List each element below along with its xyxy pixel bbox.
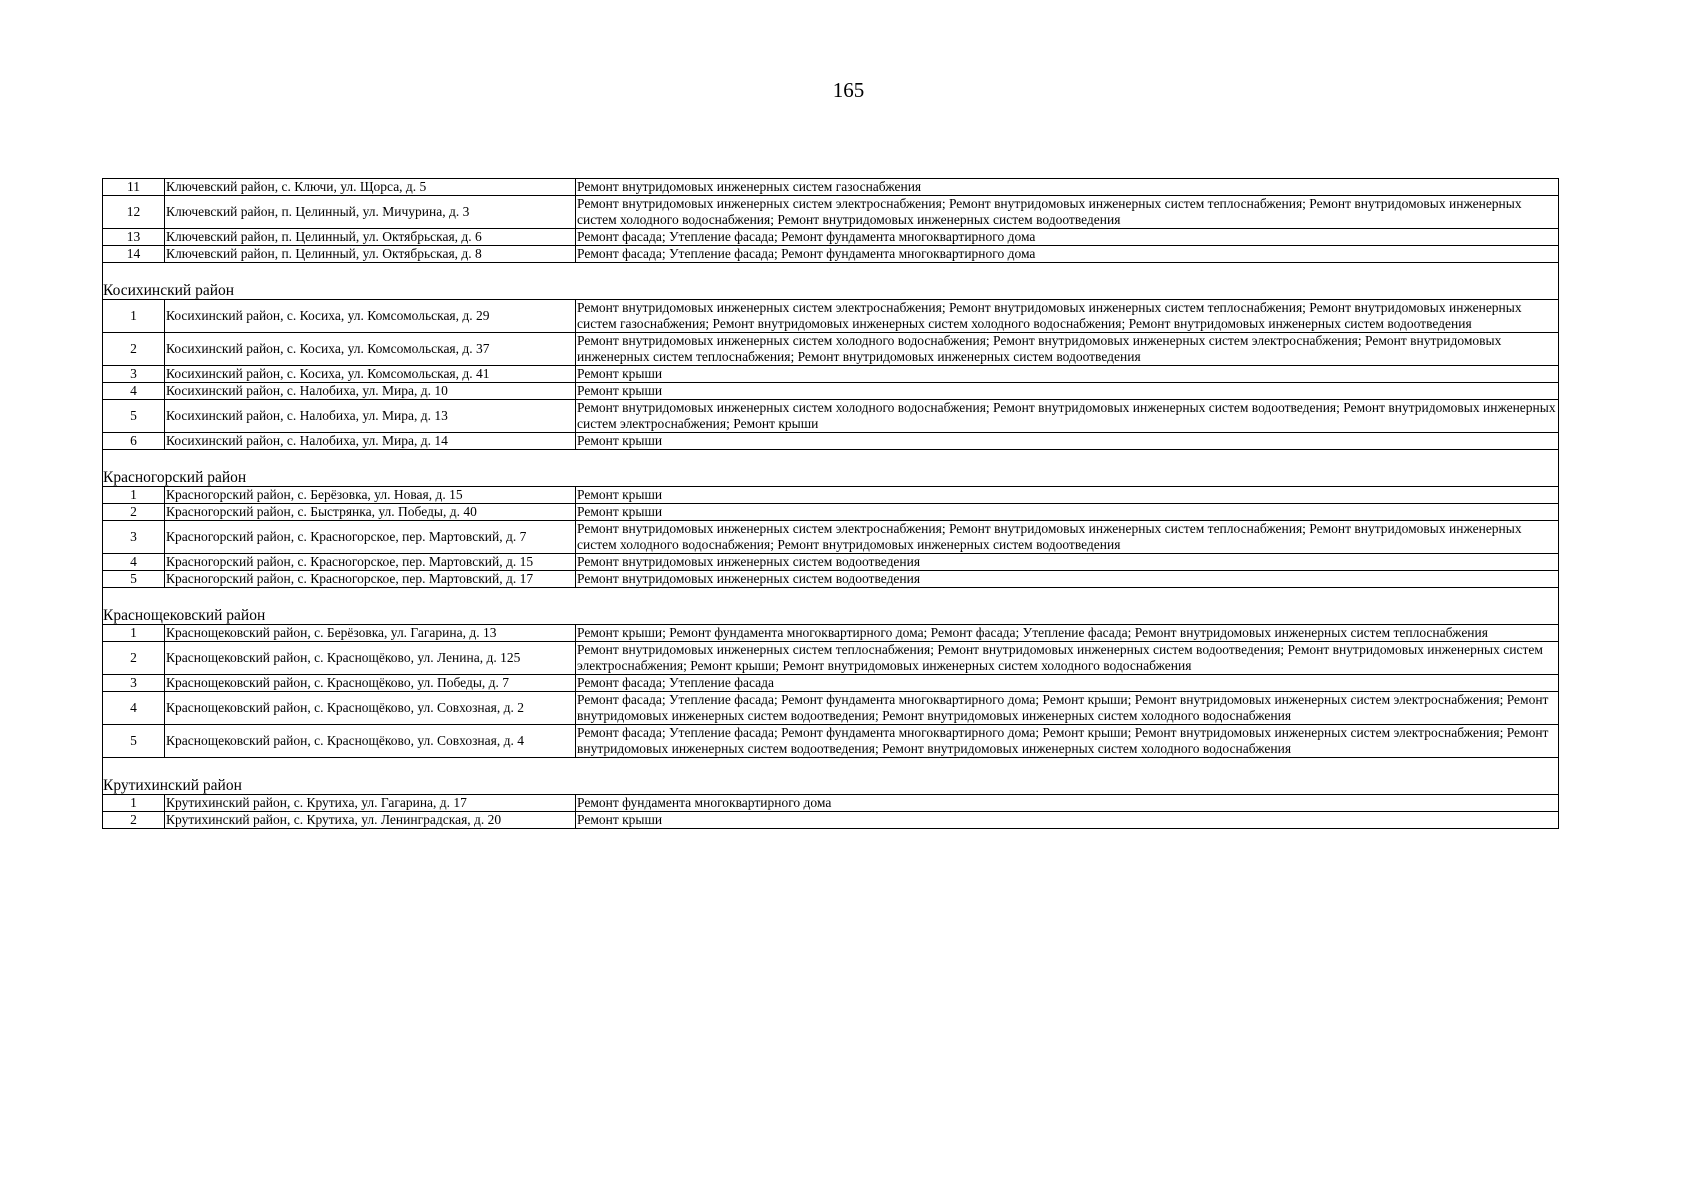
table-row: [103, 504, 1559, 521]
row-number: 14: [103, 246, 165, 263]
row-works: Ремонт крыши: [576, 366, 1559, 383]
district-heading: Косихинский район: [103, 281, 1559, 300]
table-row: [103, 246, 1559, 263]
table-row: [103, 571, 1559, 588]
row-number: 5: [103, 400, 165, 433]
repair-registry-table: [102, 178, 1559, 829]
row-number: 2: [103, 642, 165, 675]
row-address: Косихинский район, с. Косиха, ул. Комсомольская, д. 41: [165, 366, 576, 383]
table-row: [103, 554, 1559, 571]
row-address: Краснощековский район, с. Краснощёково, ул. Победы, д. 7: [165, 675, 576, 692]
table-row: [103, 383, 1559, 400]
table-row: [103, 692, 1559, 725]
table-row: [103, 179, 1559, 196]
row-works: Ремонт крыши: [576, 487, 1559, 504]
row-works: Ремонт внутридомовых инженерных систем электроснабжения; Ремонт внутридомовых инженерных систем теплоснабжения; Ремонт внутридомовых инженерных систем газоснабжения; Ремонт внутридомовых инженерных систем холодного водоснабжения; Ремонт внутридомовых инженерных систем водоотведения: [576, 300, 1559, 333]
row-works: Ремонт крыши: [576, 383, 1559, 400]
table-row: [103, 196, 1559, 229]
table-row: [103, 625, 1559, 642]
row-works: Ремонт внутридомовых инженерных систем холодного водоснабжения; Ремонт внутридомовых инженерных систем водоотведения; Ремонт внутридомовых инженерных систем электроснабжения; Ремонт крыши: [576, 400, 1559, 433]
row-number: 1: [103, 300, 165, 333]
row-number: 4: [103, 383, 165, 400]
row-address: Ключевский район, п. Целинный, ул. Октябрьская, д. 8: [165, 246, 576, 263]
row-address: Косихинский район, с. Налобиха, ул. Мира, д. 14: [165, 433, 576, 450]
row-works: Ремонт внутридомовых инженерных систем холодного водоснабжения; Ремонт внутридомовых инженерных систем электроснабжения; Ремонт внутридомовых инженерных систем теплоснабжения; Ремонт внутридомовых инженерных систем водоотведения: [576, 333, 1559, 366]
row-number: 6: [103, 433, 165, 450]
row-address: Краснощековский район, с. Берёзовка, ул. Гагарина, д. 13: [165, 625, 576, 642]
row-number: 3: [103, 521, 165, 554]
district-heading: Краснощековский район: [103, 606, 1559, 625]
row-address: Красногорский район, с. Берёзовка, ул. Новая, д. 15: [165, 487, 576, 504]
district-header-row: [103, 776, 1559, 795]
table-row: [103, 487, 1559, 504]
row-address: Крутихинский район, с. Крутиха, ул. Гагарина, д. 17: [165, 795, 576, 812]
registry-body: [103, 179, 1559, 829]
row-number: 1: [103, 487, 165, 504]
row-address: Красногорский район, с. Быстрянка, ул. Победы, д. 40: [165, 504, 576, 521]
district-header-row: [103, 468, 1559, 487]
section-spacer: [103, 588, 1559, 607]
row-number: 3: [103, 675, 165, 692]
table-row: [103, 812, 1559, 829]
table-row: [103, 229, 1559, 246]
district-header-row: [103, 606, 1559, 625]
page-number: 165: [832, 78, 865, 102]
district-heading: Крутихинский район: [103, 776, 1559, 795]
row-works: Ремонт внутридомовых инженерных систем газоснабжения: [576, 179, 1559, 196]
district-heading: Красногорский район: [103, 468, 1559, 487]
row-works: Ремонт фасада; Утепление фасада; Ремонт фундамента многоквартирного дома: [576, 229, 1559, 246]
row-address: Ключевский район, п. Целинный, ул. Мичурина, д. 3: [165, 196, 576, 229]
row-works: Ремонт фасада; Утепление фасада; Ремонт фундамента многоквартирного дома; Ремонт крыши; Ремонт внутридомовых инженерных систем электроснабжения; Ремонт внутридомовых инженерных систем водоотведения; Ремонт внутридомовых инженерных систем холодного водоснабжения: [576, 692, 1559, 725]
row-works: Ремонт крыши; Ремонт фундамента многоквартирного дома; Ремонт фасада; Утепление фасада; Ремонт внутридомовых инженерных систем теплоснабжения: [576, 625, 1559, 642]
row-works: Ремонт фундамента многоквартирного дома: [576, 795, 1559, 812]
row-address: Косихинский район, с. Налобиха, ул. Мира, д. 10: [165, 383, 576, 400]
row-works: Ремонт внутридомовых инженерных систем электроснабжения; Ремонт внутридомовых инженерных систем теплоснабжения; Ремонт внутридомовых инженерных систем холодного водоснабжения; Ремонт внутридомовых инженерных систем водоотведения: [576, 521, 1559, 554]
row-works: Ремонт крыши: [576, 504, 1559, 521]
row-works: Ремонт фасада; Утепление фасада: [576, 675, 1559, 692]
row-number: 1: [103, 625, 165, 642]
district-header-row: [103, 281, 1559, 300]
row-works: Ремонт фасада; Утепление фасада; Ремонт фундамента многоквартирного дома: [576, 246, 1559, 263]
row-works: Ремонт внутридомовых инженерных систем водоотведения: [576, 554, 1559, 571]
row-address: Косихинский район, с. Косиха, ул. Комсомольская, д. 29: [165, 300, 576, 333]
row-works: Ремонт фасада; Утепление фасада; Ремонт фундамента многоквартирного дома; Ремонт крыши; Ремонт внутридомовых инженерных систем электроснабжения; Ремонт внутридомовых инженерных систем водоотведения; Ремонт внутридомовых инженерных систем холодного водоснабжения: [576, 725, 1559, 758]
row-number: 2: [103, 333, 165, 366]
row-number: 2: [103, 504, 165, 521]
table-row: [103, 366, 1559, 383]
row-number: 5: [103, 725, 165, 758]
spacer-cell: [103, 263, 1559, 282]
row-address: Косихинский район, с. Косиха, ул. Комсомольская, д. 37: [165, 333, 576, 366]
row-works: Ремонт крыши: [576, 812, 1559, 829]
row-number: 5: [103, 571, 165, 588]
table-row: [103, 675, 1559, 692]
table-row: [103, 795, 1559, 812]
row-address: Косихинский район, с. Налобиха, ул. Мира, д. 13: [165, 400, 576, 433]
table-row: [103, 300, 1559, 333]
row-address: Ключевский район, с. Ключи, ул. Щорса, д. 5: [165, 179, 576, 196]
row-address: Ключевский район, п. Целинный, ул. Октябрьская, д. 6: [165, 229, 576, 246]
spacer-cell: [103, 588, 1559, 607]
table-row: [103, 725, 1559, 758]
row-address: Крутихинский район, с. Крутиха, ул. Ленинградская, д. 20: [165, 812, 576, 829]
row-number: 12: [103, 196, 165, 229]
row-number: 1: [103, 795, 165, 812]
row-number: 2: [103, 812, 165, 829]
row-number: 4: [103, 692, 165, 725]
table-row: [103, 642, 1559, 675]
row-address: Красногорский район, с. Красногорское, пер. Мартовский, д. 7: [165, 521, 576, 554]
table-row: [103, 433, 1559, 450]
row-number: 13: [103, 229, 165, 246]
spacer-cell: [103, 758, 1559, 777]
section-spacer: [103, 263, 1559, 282]
row-address: Краснощековский район, с. Краснощёково, ул. Совхозная, д. 2: [165, 692, 576, 725]
row-number: 3: [103, 366, 165, 383]
row-works: Ремонт внутридомовых инженерных систем теплоснабжения; Ремонт внутридомовых инженерных систем водоотведения; Ремонт внутридомовых инженерных систем электроснабжения; Ремонт крыши; Ремонт внутридомовых инженерных систем холодного водоснабжения: [576, 642, 1559, 675]
row-works: Ремонт внутридомовых инженерных систем электроснабжения; Ремонт внутридомовых инженерных систем теплоснабжения; Ремонт внутридомовых инженерных систем холодного водоснабжения; Ремонт внутридомовых инженерных систем водоотведения: [576, 196, 1559, 229]
section-spacer: [103, 450, 1559, 469]
table-row: [103, 400, 1559, 433]
row-number: 11: [103, 179, 165, 196]
section-spacer: [103, 758, 1559, 777]
row-address: Красногорский район, с. Красногорское, пер. Мартовский, д. 17: [165, 571, 576, 588]
row-works: Ремонт внутридомовых инженерных систем водоотведения: [576, 571, 1559, 588]
table-row: [103, 521, 1559, 554]
spacer-cell: [103, 450, 1559, 469]
table-row: [103, 333, 1559, 366]
row-number: 4: [103, 554, 165, 571]
row-address: Краснощековский район, с. Краснощёково, ул. Совхозная, д. 4: [165, 725, 576, 758]
row-address: Краснощековский район, с. Краснощёково, ул. Ленина, д. 125: [165, 642, 576, 675]
row-works: Ремонт крыши: [576, 433, 1559, 450]
row-address: Красногорский район, с. Красногорское, пер. Мартовский, д. 15: [165, 554, 576, 571]
